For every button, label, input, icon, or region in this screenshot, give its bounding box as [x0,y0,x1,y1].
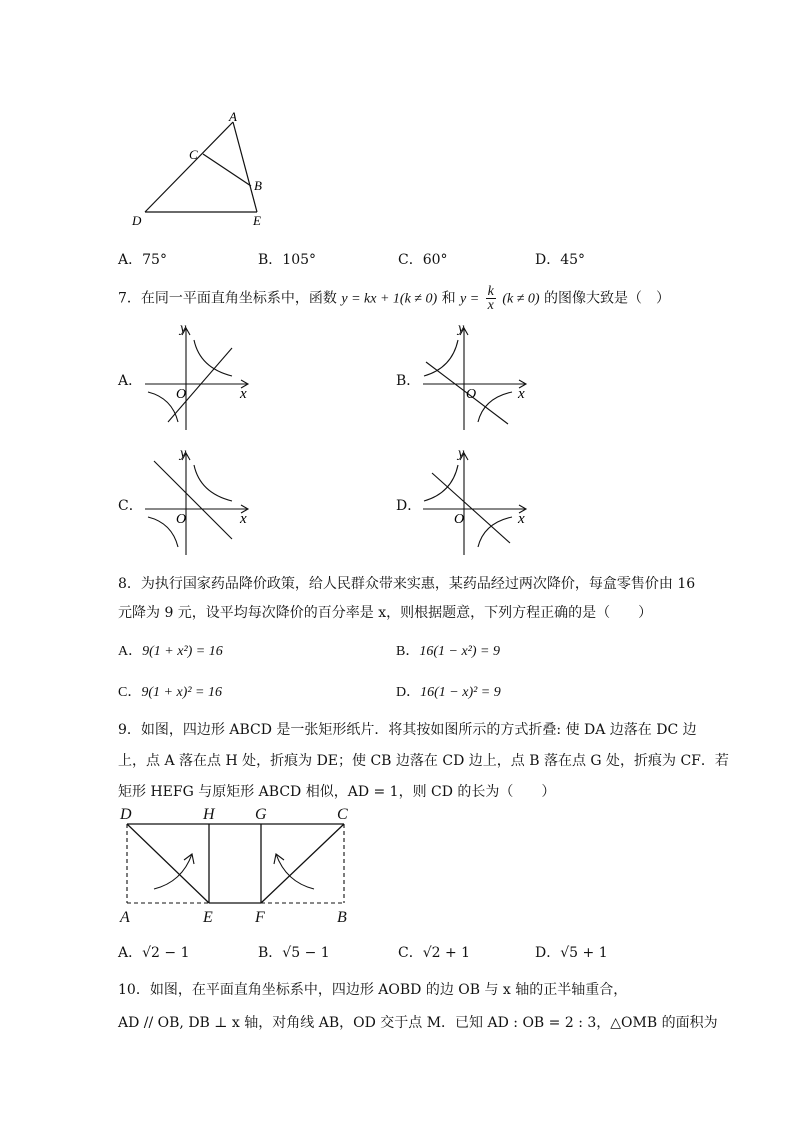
q7-option-b[interactable] [396,370,420,390]
hyperbola-branch-2 [148,392,178,422]
q6-option-b[interactable] [258,249,316,269]
q9-option-d[interactable] [535,942,608,962]
option-letter: C． [398,252,423,268]
q7-prefix: 7．在同一平面直角坐标系中，函数 [118,290,337,307]
option-value: 16(1 − x)² = 9 [420,685,501,700]
q7-graph-c [140,443,260,558]
svg-text:G: G [255,806,267,823]
q8-stem-line1: 8．为执行国家药品降价政策，给人民群众带来实惠，某药品经过两次降价，每盒零售价由 16 [118,576,696,592]
q8-option-a[interactable] [118,640,223,660]
q7-suffix: 的图像大致是（ ） [544,290,671,307]
q8-option-d[interactable] [396,681,501,701]
option-value: √5 − 1 [282,945,330,961]
option-letter: A． [118,252,143,268]
q9-stem-line3: 矩形 HEFG 与原矩形 ABCD 相似，AD = 1，则 CD 的长为（ ） [118,784,556,800]
option-letter: D． [396,685,421,700]
svg-text:H: H [203,806,215,823]
svg-text:O: O [466,387,477,402]
svg-text:O: O [176,512,187,527]
option-letter: C． [118,498,143,514]
fold-CF [261,824,344,903]
option-value: 105° [282,252,317,268]
q7-func1: y = kx + 1(k ≠ 0) [341,291,438,307]
option-letter: D． [535,252,561,268]
segment-DA [145,122,233,212]
option-letter: B． [396,644,420,659]
q7-func2-lhs: y = [460,291,480,307]
svg-text:C: C [337,806,348,823]
hyperbola-branch-2 [148,517,178,547]
svg-text:y: y [180,446,187,461]
hyperbola-branch-1 [194,465,232,501]
hyperbola-branch-1 [424,465,458,501]
svg-text:x: x [240,511,247,527]
line-graph [168,348,232,422]
svg-text:F: F [255,909,265,926]
option-letter: B． [258,252,283,268]
option-letter: B． [396,373,421,389]
q6-option-c[interactable] [398,249,448,269]
svg-text:B: B [337,909,347,926]
q7-func2-cond: (k ≠ 0) [502,291,540,307]
svg-text:y: y [180,321,187,336]
line-graph [154,461,232,539]
fig6-label-C: C [189,147,198,162]
q9-stem-line1: 9．如图，四边形 ABCD 是一张矩形纸片．将其按如图所示的方式折叠: 使 DA 边落在 DC 边 [118,722,697,738]
q7-fraction [486,285,496,312]
q10-stem-line2: AD // OB, DB ⊥ x 轴，对角线 AB，OD 交于点 M．已知 AD : OB = 2 : 3，△OMB 的面积为 [118,1015,718,1031]
q7-and: 和 [441,290,456,307]
option-value: 9(1 + x)² = 16 [141,685,222,700]
hyperbola-branch-1 [424,340,458,376]
q9-stem-line2: 上，点 A 落在点 H 处，折痕为 DE；使 CB 边落在 CD 边上，点 B 落在点 G 处，折痕为 CF．若 [118,753,729,769]
q6-option-a[interactable] [118,249,167,269]
q10-stem-line1: 10．如图，在平面直角坐标系中，四边形 AOBD 的边 OB 与 x 轴的正半轴重合， [118,982,628,998]
line-graph [432,473,510,543]
hyperbola-branch-2 [478,392,512,422]
q7-graph-d [418,443,538,558]
option-letter: C． [398,945,423,961]
q7-option-c[interactable] [118,495,143,515]
option-value: 9(1 + x²) = 16 [142,644,223,659]
svg-text:D: D [120,806,132,823]
option-value: √5 + 1 [560,945,608,961]
option-value: √2 − 1 [142,945,190,961]
q7-graph-a [140,318,260,433]
q9-figure [112,802,362,927]
q8-stem-line2: 元降为 9 元，设平均每次降价的百分率是 x，则根据题意，下列方程正确的是（ ） [118,605,653,621]
q7-fraction-den: x [487,298,494,313]
q8-option-b[interactable] [396,640,500,660]
option-value: 16(1 − x²) = 9 [419,644,500,659]
option-value: 75° [142,252,167,268]
q6-option-d[interactable] [535,249,585,269]
fig6-label-D: D [132,213,142,228]
q7-fraction-num: k [487,284,494,299]
segment-AE [233,122,257,212]
option-letter: D． [535,945,561,961]
svg-text:O: O [176,387,187,402]
svg-text:A: A [120,909,130,926]
option-value: 45° [560,252,586,268]
option-letter: A． [118,945,143,961]
svg-text:x: x [240,386,247,402]
svg-text:x: x [518,511,525,527]
q8-option-c[interactable] [118,681,222,701]
svg-text:O: O [454,512,465,527]
segment-CB [203,154,251,186]
fold-arrow-left [154,854,192,889]
svg-text:x: x [518,386,525,402]
q7-option-a[interactable] [118,370,142,390]
option-letter: C． [118,685,142,700]
fig6-label-E: E [253,213,261,228]
option-value: √2 + 1 [422,945,471,961]
hyperbola-branch-2 [478,517,512,547]
svg-text:y: y [458,446,465,461]
option-letter: B． [258,945,283,961]
option-letter: D． [396,498,422,514]
svg-text:E: E [203,909,213,926]
q9-option-a[interactable] [118,942,190,962]
q6-figure [125,105,285,230]
q9-option-b[interactable] [258,942,330,962]
option-letter: A． [118,644,143,659]
option-value: 60° [422,252,448,268]
option-letter: A． [118,373,143,389]
svg-text:y: y [458,321,465,336]
fold-DE [127,824,209,903]
q7-stem [118,285,670,312]
fig6-label-B: B [254,178,262,193]
q9-option-c[interactable] [398,942,470,962]
q7-graph-b [418,318,538,433]
fig6-label-A: A [229,109,237,124]
